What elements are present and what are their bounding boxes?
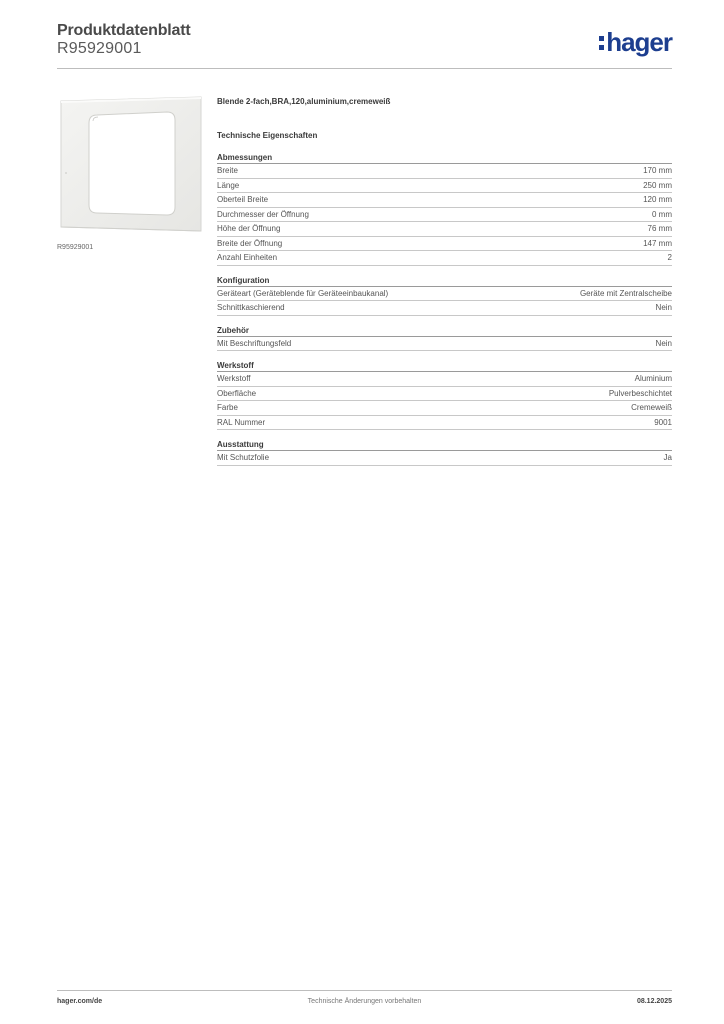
property-group	[217, 326, 672, 352]
property-value: Cremeweiß	[631, 403, 672, 412]
property-value: 76 mm	[647, 224, 672, 233]
property-label: Farbe	[217, 403, 238, 412]
property-label: Höhe der Öffnung	[217, 224, 281, 233]
property-row	[217, 372, 672, 387]
image-caption: R95929001	[57, 244, 94, 251]
property-value: 0 mm	[652, 209, 672, 219]
property-label: Geräteart (Geräteblende für Geräteeinbaukanal)	[217, 288, 389, 298]
group-title: Konfiguration	[217, 276, 672, 287]
property-label: Breite	[217, 166, 238, 175]
property-label: Oberteil Breite	[217, 195, 269, 204]
property-label: RAL Nummer	[217, 417, 266, 427]
property-label: Oberfläche	[217, 388, 257, 398]
logo-dots-icon	[599, 36, 604, 50]
property-group	[217, 153, 672, 266]
property-row	[217, 251, 672, 266]
property-label: Durchmesser der Öffnung	[217, 209, 309, 219]
property-row	[217, 287, 672, 302]
property-label: Breite der Öffnung	[217, 238, 283, 248]
property-row	[217, 164, 672, 179]
property-row	[217, 208, 672, 223]
property-value: Pulverbeschichtet	[608, 388, 672, 398]
logo-text: hager	[606, 27, 672, 57]
property-value: Geräte mit Zentralscheibe	[579, 288, 672, 298]
property-row	[217, 222, 672, 237]
property-group	[217, 276, 672, 316]
property-group	[217, 361, 672, 430]
header-divider	[57, 68, 672, 69]
footer-website: hager.com/de	[57, 998, 103, 1005]
property-label: Länge	[217, 180, 240, 190]
product-content	[217, 97, 672, 466]
property-value: 2	[667, 253, 672, 262]
group-title: Abmessungen	[217, 153, 672, 164]
property-row	[217, 337, 672, 352]
hager-logo	[599, 27, 672, 55]
property-value: 9001	[654, 417, 672, 427]
property-value: Nein	[655, 303, 672, 312]
property-label: Werkstoff	[217, 374, 251, 383]
property-label: Mit Schutzfolie	[217, 453, 270, 462]
property-value: Nein	[655, 338, 672, 348]
property-value: 250 mm	[643, 180, 672, 190]
product-image	[57, 95, 203, 234]
property-row	[217, 237, 672, 252]
property-value: 170 mm	[643, 166, 672, 175]
property-row	[217, 401, 672, 416]
property-row	[217, 387, 672, 402]
property-value: Ja	[663, 453, 672, 462]
group-title: Werkstoff	[217, 361, 672, 372]
section-title: Technische Eigenschaften	[217, 131, 318, 140]
property-row	[217, 301, 672, 316]
footer-date: 08.12.2025	[636, 998, 672, 1005]
property-row	[217, 451, 672, 466]
document-number: R95929001	[57, 40, 142, 57]
property-row	[217, 416, 672, 431]
group-title: Ausstattung	[217, 440, 672, 451]
property-row	[217, 193, 672, 208]
property-group	[217, 440, 672, 466]
footer-divider	[57, 990, 672, 991]
group-title: Zubehör	[217, 326, 672, 337]
page-footer	[57, 998, 672, 1010]
document-title: Produktdatenblatt	[57, 22, 191, 39]
property-label: Mit Beschriftungsfeld	[217, 338, 292, 348]
property-value: 147 mm	[643, 238, 672, 248]
page-header	[57, 20, 672, 70]
property-value: Aluminium	[634, 374, 672, 383]
property-groups	[217, 153, 672, 466]
property-value: 120 mm	[643, 195, 672, 204]
footer-note: Technische Änderungen vorbehalten	[307, 998, 422, 1005]
product-description: Blende 2-fach,BRA,120,aluminium,cremeweiß	[217, 97, 391, 106]
property-row	[217, 179, 672, 194]
property-label: Anzahl Einheiten	[217, 253, 278, 262]
cover-plate-illustration	[57, 95, 203, 234]
property-label: Schnittkaschierend	[217, 303, 285, 312]
